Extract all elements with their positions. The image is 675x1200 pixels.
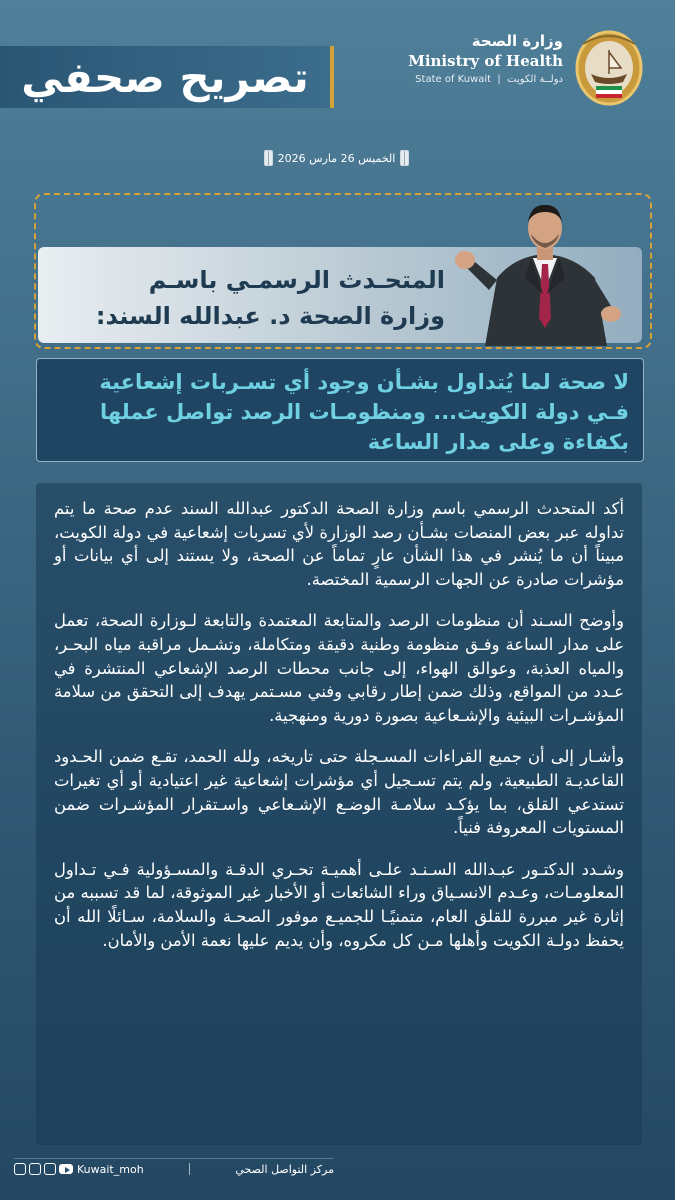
social-handle[interactable]: Kuwait_moh [77,1162,144,1176]
youtube-icon[interactable] [59,1164,73,1174]
footer [14,1158,334,1179]
ministry-block [408,32,563,85]
state-ar: دولــة الكويت [507,74,563,85]
facebook-icon[interactable] [14,1163,26,1175]
paragraph-1: أكد المتحدث الرسمي باسم وزارة الصحة الدكتور عبدالله السند عدم صحة ما يتم تداوله عبر بعض المنصات بشـأن رصد الوزارة لأي تسربات إشعاعية في دولة الكويت، مبيناً أن ما يُنشر في هذا الشأن عارٍ تماماً عن الصحة، ولا يستند إلى أي بيانات أو مؤشرات صادرة عن الجهات الرسمية المختصة. [54,499,624,589]
paragraph-3: وأشـار إلى أن جميع القراءات المسـجلة حتى تاريخه، ولله الحمد، تقـع ضمن الحـدود القاعديـة الطبيعية، ولم يتم تسـجيل أي مؤشرات إشعاعية غير اعتيادية أو أي تغيرات تستدعي القلق، بما يؤكـد سلامـة الوضـع الإشـعاعي واسـتقرار المؤشـرات ضمن المستويات المعروفة فنياً. [54,747,624,838]
social-handle-group [14,1163,144,1176]
spokesperson-line-1: المتحـدث الرسمـي باسـم [148,266,445,294]
ministry-name-en: Ministry of Health [408,52,563,70]
title-banner [0,46,334,108]
instagram-icon[interactable] [29,1163,41,1175]
date-bar [264,149,409,167]
kuwait-emblem-icon [569,24,649,112]
calendar-icon [400,150,409,166]
x-icon[interactable] [44,1163,56,1175]
state-line: State of Kuwait | دولــة الكويت [415,74,563,85]
date-text: الخميس 26 مارس 2026 [277,151,396,165]
state-en: State of Kuwait [415,74,492,85]
headline-box [36,358,644,462]
page-title: تصريح صحفي [21,52,309,102]
spokesperson-line-2: وزارة الصحة د. عبدالله السند: [95,302,445,330]
calendar-icon [264,150,273,166]
ministry-name-ar: وزارة الصحة [471,32,563,50]
footer-divider [189,1163,190,1175]
footer-center-name: مركز التواصل الصحي [235,1162,334,1176]
spokesperson-title [55,262,445,334]
statement-body [36,483,642,1145]
paragraph-2: وأوضح السـند أن منظومات الرصد والمتابعة المعتمدة والتابعة لـوزارة الصحة، تعمل على مدار الساعة وفـق منظومة وطنية دقيقة ومتكاملة، وتشـمل مراقبة مياه البحـر، والمياه العذبة، وعوالق الهواء، إلى جانب محطات الرصد الإشعاعي المنتشرة في عـدد من المواقع، وذلك ضمن إطار رقابي وفني مسـتمر يهدف إلى التحقق من سلامة المؤشـرات البيئية والإشـعاعية بصورة دورية ومنهجية. [54,611,624,725]
spokesperson-photo [445,198,645,346]
headline-text: لا صحة لما يُتداول بشـأن وجود أي تسـربات إشعاعية فـي دولة الكويت... ومنظومـات الرصد تواصل عملها بكفاءة وعلى مدار الساعة [99,370,629,454]
paragraph-4: وشـدد الدكتـور عبـدالله السـنـد علـى أهميـة تحـري الدقـة والمسـؤولية فـي تـداول المعلومـات، وعـدم الانسـياق وراء الشائعات أو الأخبار غير الموثوقة، لما قد تسببه من إثارة غير مبررة للقلق العام، متمنيًـا للجميـع موفور الصحـة والسلامة، سـائلًا الله أن يحفظ دولـة الكويت وأهلها مـن كل مكروه، وأن يديم عليها نعمة الأمن والأمان. [54,859,624,950]
